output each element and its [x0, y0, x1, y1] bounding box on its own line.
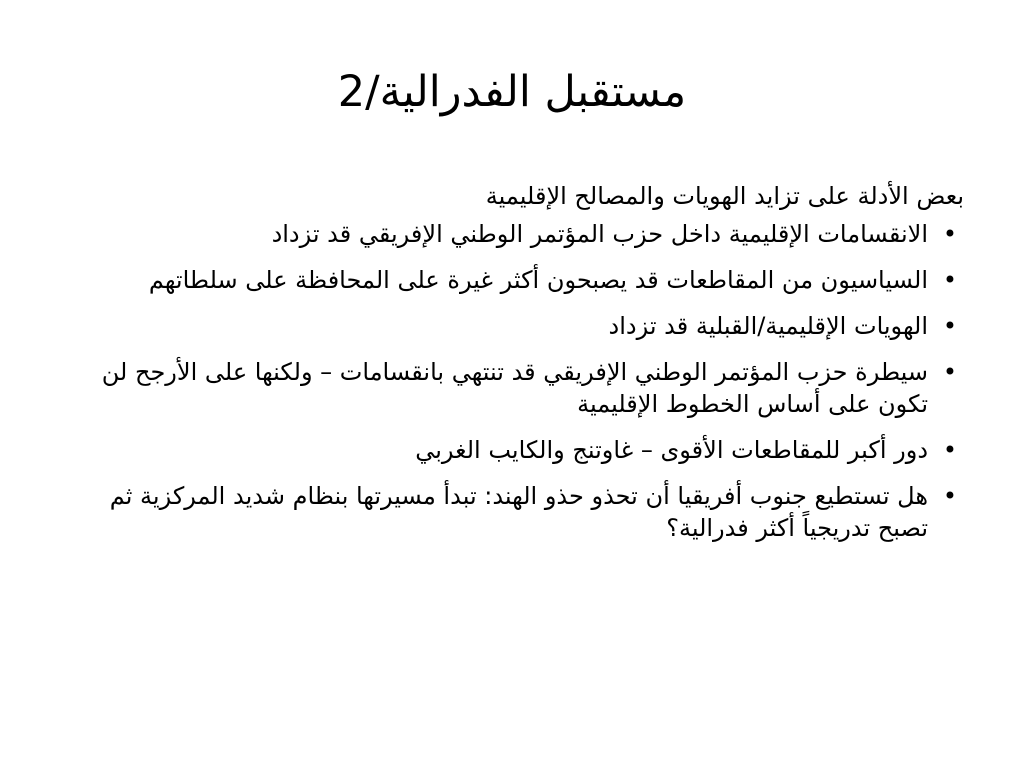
bullet-text: السياسيون من المقاطعات قد يصبحون أكثر غيرة على المحافظة على سلطاتهم: [148, 266, 928, 294]
bullet-text: الانقسامات الإقليمية داخل حزب المؤتمر الوطني الإفريقي قد تزداد: [271, 220, 928, 248]
bullet-item: [72, 434, 964, 466]
bullet-text: دور أكبر للمقاطعات الأقوى – غاوتنج والكايب الغربي: [415, 436, 928, 464]
bullet-list: [72, 218, 964, 544]
bullet-item: [72, 356, 964, 420]
bullet-icon: •: [942, 482, 958, 510]
bullet-item: [72, 310, 964, 342]
bullet-icon: •: [942, 358, 958, 386]
bullet-icon: •: [942, 220, 958, 248]
bullet-item: [72, 264, 964, 296]
bullet-text: هل تستطيع جنوب أفريقيا أن تحذو حذو الهند: تبدأ مسيرتها بنظام شديد المركزية ثم تصبح تدريجياً أكثر فدرالية؟: [109, 482, 928, 542]
slide-title: مستقبل الفدرالية/2: [337, 67, 687, 117]
bullet-icon: •: [942, 436, 958, 464]
intro-text: بعض الأدلة على تزايد الهويات والمصالح الإقليمية: [485, 182, 964, 210]
bullet-icon: •: [942, 266, 958, 294]
slide-body: [72, 180, 964, 558]
bullet-text: سيطرة حزب المؤتمر الوطني الإفريقي قد تنتهي بانقسامات – ولكنها على الأرجح لن تكون على أساس الخطوط الإقليمية: [101, 358, 928, 418]
bullet-icon: •: [942, 312, 958, 340]
bullet-text: الهويات الإقليمية/القبلية قد تزداد: [608, 312, 928, 340]
bullet-item: [72, 480, 964, 544]
bullet-item: [72, 218, 964, 250]
